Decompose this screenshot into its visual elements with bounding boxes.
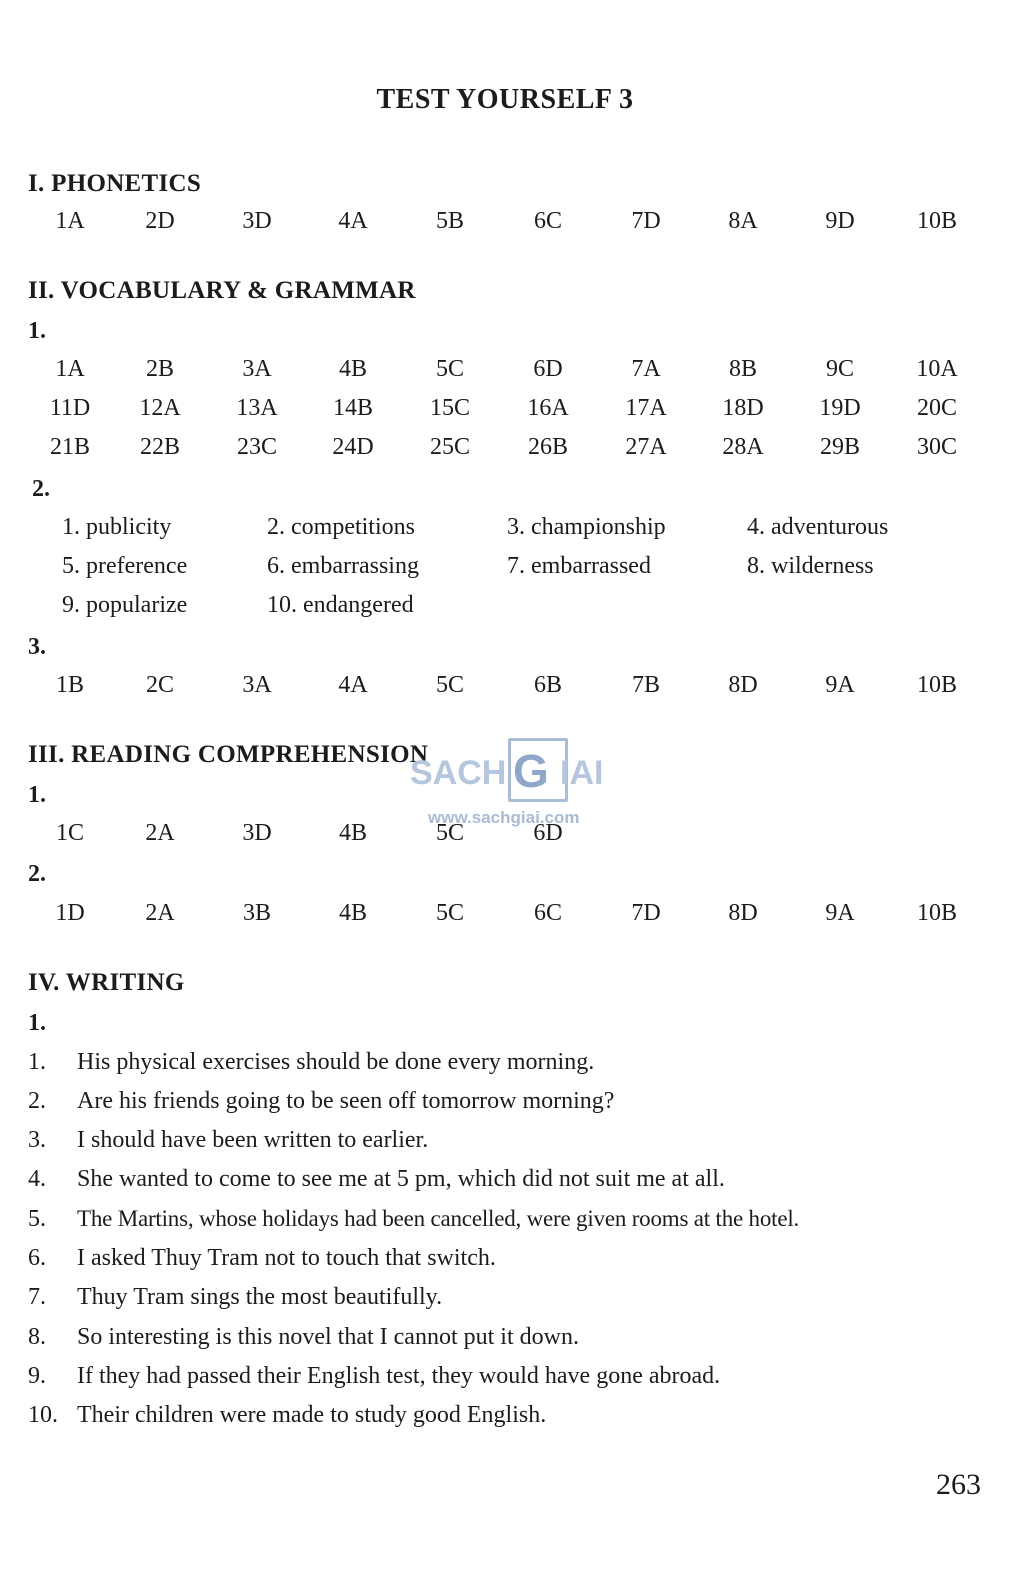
vocab-part3-answers [0, 672, 1024, 702]
answer: 4B [338, 900, 367, 926]
answer: 8A [728, 208, 758, 234]
answer: 8B [728, 356, 757, 382]
word-answer: 8. wilderness [747, 553, 874, 579]
part-number: 2. [28, 861, 46, 887]
sentence-number: 1. [28, 1049, 46, 1075]
word-form-row-3 [0, 592, 1024, 622]
answer: 10A [916, 356, 958, 382]
answer: 5C [435, 900, 464, 926]
part-number: 1. [28, 782, 46, 808]
word-answer: 6. embarrassing [267, 553, 419, 579]
answer: 4B [338, 820, 367, 846]
part-number: 1. [28, 318, 46, 344]
sentence-text: I should have been written to earlier. [77, 1127, 429, 1153]
answer: 30C [916, 434, 957, 460]
answer: 15C [429, 395, 470, 421]
page-title: TEST YOURSELF 3 [376, 84, 634, 115]
answer: 27A [625, 434, 667, 460]
answer: 6D [533, 820, 563, 846]
word-answer: 9. popularize [62, 592, 188, 618]
answer: 10B [916, 208, 957, 234]
sentence-text: The Martins, whose holidays had been cancelled, were given rooms at the hotel. [77, 1206, 800, 1231]
sentence-text: Are his friends going to be seen off tomorrow morning? [77, 1088, 615, 1114]
sentence-text: So interesting is this novel that I cannot put it down. [77, 1324, 579, 1350]
sentence-number: 8. [28, 1324, 46, 1350]
answer: 7B [631, 672, 660, 698]
vocab-answers-row-1 [0, 356, 1024, 386]
answer: 11D [49, 395, 91, 421]
answer: 8D [728, 900, 758, 926]
answer: 9A [825, 672, 855, 698]
word-form-row-1 [0, 514, 1024, 544]
answer: 3D [242, 820, 272, 846]
word-answer: 7. embarrassed [507, 553, 651, 579]
answer: 2A [145, 900, 175, 926]
writing-sentence [0, 1127, 1024, 1157]
sentence-number: 2. [28, 1088, 46, 1114]
section-heading-writing: IV. WRITING [28, 969, 185, 996]
sentence-text: Thuy Tram sings the most beautifully. [77, 1284, 443, 1310]
answer: 23C [236, 434, 277, 460]
writing-sentence [0, 1284, 1024, 1314]
answer: 3B [242, 900, 271, 926]
sentence-text: His physical exercises should be done every morning. [77, 1049, 595, 1075]
answer: 5C [435, 356, 464, 382]
sentence-number: 5. [28, 1206, 46, 1232]
section-heading-reading: III. READING COMPREHENSION [28, 741, 429, 768]
word-form-row-2 [0, 553, 1024, 583]
watermark-logo-letter: G [513, 745, 549, 797]
section-heading-phonetics: I. PHONETICS [28, 170, 202, 197]
sentence-number: 7. [28, 1284, 46, 1310]
watermark-text-left: SACH [410, 754, 507, 792]
answer: 7A [631, 356, 661, 382]
answer: 21B [49, 434, 90, 460]
answer: 13A [236, 395, 278, 421]
answer: 17A [625, 395, 667, 421]
answer: 9D [825, 208, 855, 234]
answer: 10B [916, 900, 957, 926]
answer: 18D [722, 395, 764, 421]
answer: 3A [242, 672, 272, 698]
answer: 2C [145, 672, 174, 698]
writing-sentence [0, 1088, 1024, 1118]
sentence-number: 4. [28, 1166, 46, 1192]
writing-sentence [0, 1402, 1024, 1432]
answer: 10B [916, 672, 957, 698]
answer: 6C [533, 208, 562, 234]
sentence-text: Their children were made to study good English. [77, 1402, 547, 1428]
answer: 6B [533, 672, 562, 698]
word-answer: 1. publicity [62, 514, 172, 540]
answer: 12A [139, 395, 181, 421]
page-number: 263 [936, 1468, 981, 1501]
answer: 1A [55, 208, 85, 234]
answer: 6C [533, 900, 562, 926]
answer: 3D [242, 208, 272, 234]
answer: 2D [145, 208, 175, 234]
answer: 29B [819, 434, 860, 460]
answer: 1A [55, 356, 85, 382]
answer: 2B [145, 356, 174, 382]
sentence-number: 10. [28, 1402, 58, 1428]
writing-sentence [0, 1324, 1024, 1354]
word-answer: 2. competitions [267, 514, 415, 540]
phonetics-answers [0, 208, 1024, 238]
word-answer: 5. preference [62, 553, 188, 579]
writing-sentence [0, 1245, 1024, 1275]
answer: 20C [916, 395, 957, 421]
answer: 19D [819, 395, 861, 421]
answer: 1B [55, 672, 84, 698]
writing-sentence [0, 1049, 1024, 1079]
answer: 4B [338, 356, 367, 382]
watermark-url: www.sachgiai.com [428, 808, 580, 827]
sentence-text: If they had passed their English test, they would have gone abroad. [77, 1363, 721, 1389]
answer: 7D [631, 208, 661, 234]
answer: 4A [338, 672, 368, 698]
sentence-number: 9. [28, 1363, 46, 1389]
vocab-answers-row-2 [0, 395, 1024, 425]
sentence-number: 6. [28, 1245, 46, 1271]
answer: 5B [435, 208, 464, 234]
answer: 1C [55, 820, 84, 846]
section-heading-vocabulary-grammar: II. VOCABULARY & GRAMMAR [28, 277, 416, 304]
part-number: 3. [28, 634, 46, 660]
answer: 5C [435, 672, 464, 698]
answer: 26B [527, 434, 568, 460]
sentence-text: I asked Thuy Tram not to touch that switch. [77, 1245, 496, 1271]
writing-sentence [0, 1363, 1024, 1393]
vocab-answers-row-3 [0, 434, 1024, 464]
part-number: 1. [28, 1010, 46, 1036]
answer: 25C [429, 434, 470, 460]
word-answer: 3. championship [507, 514, 666, 540]
answer: 16A [527, 395, 569, 421]
sentence-text: She wanted to come to see me at 5 pm, which did not suit me at all. [77, 1166, 725, 1192]
answer: 6D [533, 356, 563, 382]
answer: 7D [631, 900, 661, 926]
part-number: 2. [32, 476, 50, 502]
answer: 9A [825, 900, 855, 926]
answer: 1D [55, 900, 85, 926]
answer: 8D [728, 672, 758, 698]
sachgiai-watermark [410, 738, 620, 838]
word-answer: 4. adventurous [747, 514, 889, 540]
answer: 2A [145, 820, 175, 846]
writing-sentence [0, 1206, 1024, 1236]
reading-part2-answers [0, 900, 1024, 930]
answer: 22B [139, 434, 180, 460]
answer: 3A [242, 356, 272, 382]
watermark-text-right: IAI [560, 754, 604, 792]
word-answer: 10. endangered [267, 592, 414, 618]
writing-sentence [0, 1166, 1024, 1196]
answer: 5C [435, 820, 464, 846]
answer: 4A [338, 208, 368, 234]
answer: 24D [332, 434, 374, 460]
answer: 14B [332, 395, 373, 421]
answer: 28A [722, 434, 764, 460]
answer: 9C [825, 356, 854, 382]
sentence-number: 3. [28, 1127, 46, 1153]
